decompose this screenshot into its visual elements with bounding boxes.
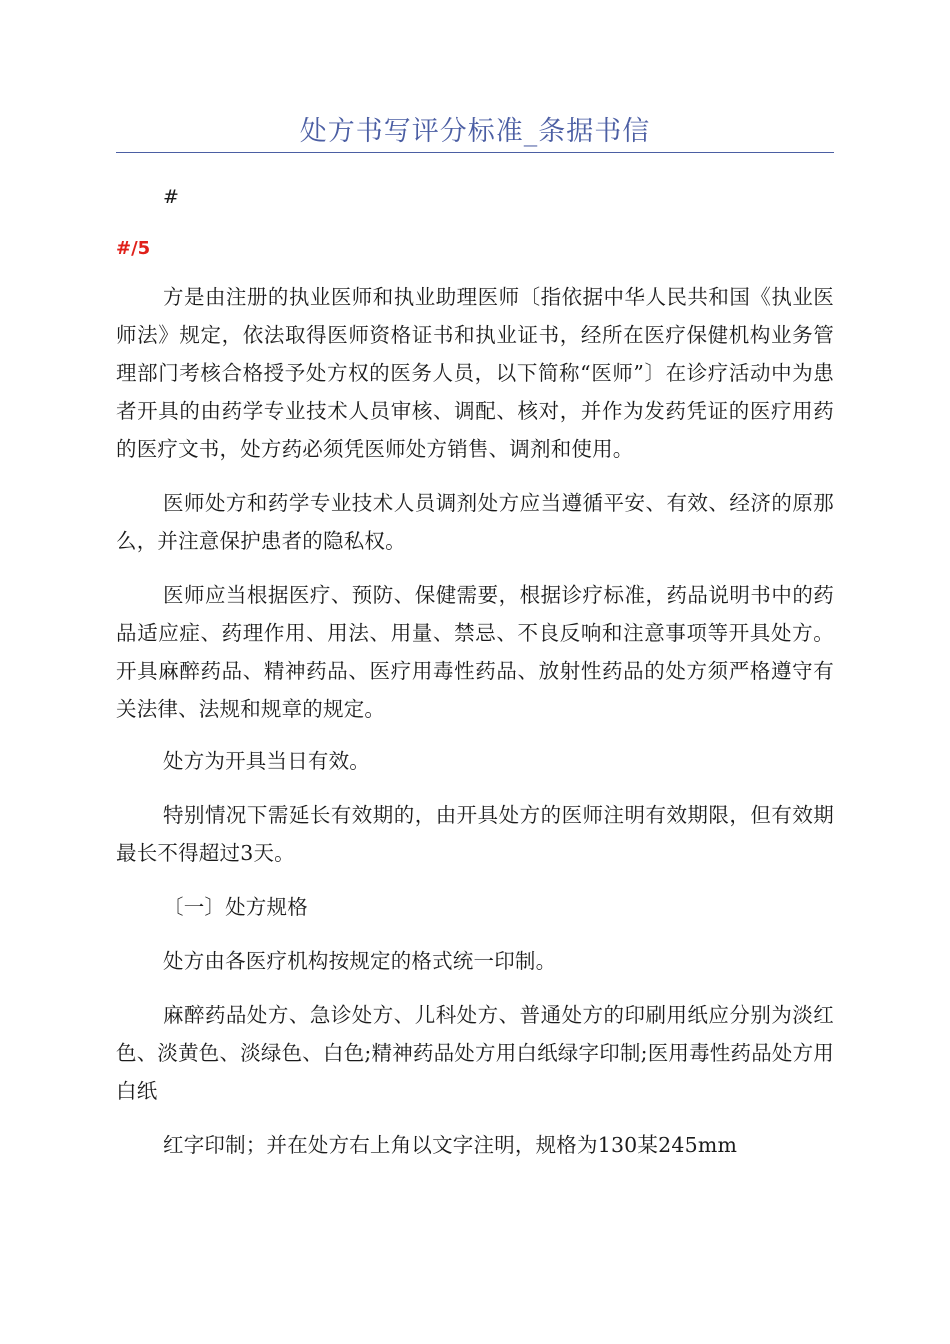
paragraph-prescribing-basis: 医师应当根据医疗、预防、保健需要，根据诊疗标准，药品说明书中的药品适应症、药理作用、用法、用量、禁忌、不良反响和注意事项等开具处方。开具麻醉药品、精神药品、医疗用毒性药品、放射性药品的处方须严格遵守有关法律、法规和规章的规定。 [116,583,834,721]
title-underline [116,152,834,153]
paragraph-red-print: 红字印制；并在处方右上角以文字注明，规格为130某245mm [163,1133,738,1157]
hash-marker: # [163,186,179,208]
document-page [116,0,834,1164]
document-title: 处方书写评分标准_条据书信 [299,116,651,147]
subheading-prescription-spec: 〔一〕处方规格 [163,895,308,919]
paragraph-paper-colors: 麻醉药品处方、急诊处方、儿科处方、普通处方的印刷用纸应分别为淡红色、淡黄色、淡绿色、白色;精神药品处方用白纸绿字印制;医用毒性药品处方用白纸 [116,1003,835,1103]
paragraph-printing: 处方由各医疗机构按规定的格式统一印制。 [163,949,557,973]
paragraph-extension: 特别情况下需延长有效期的，由开具处方的医师注明有效期限，但有效期最长不得超过3天。 [116,803,834,865]
paragraph-validity: 处方为开具当日有效。 [163,749,370,773]
paragraph-principles: 医师处方和药学专业技术人员调剂处方应当遵循平安、有效、经济的原那么，并注意保护患者的隐私权。 [116,491,834,553]
paragraph-definition: 方是由注册的执业医师和执业助理医师〔指依据中华人民共和国《执业医师法》规定，依法取得医师资格证书和执业证书，经所在医疗保健机构业务管理部门考核合格授予处方权的医务人员，以下简称“医师”〕在诊疗活动中为患者开具的由药学专业技术人员审核、调配、核对，并作为发药凭证的医疗用药的医疗文书，处方药必须凭医师处方销售、调剂和使用。 [116,285,834,461]
section-heading: #/5 [116,238,151,259]
